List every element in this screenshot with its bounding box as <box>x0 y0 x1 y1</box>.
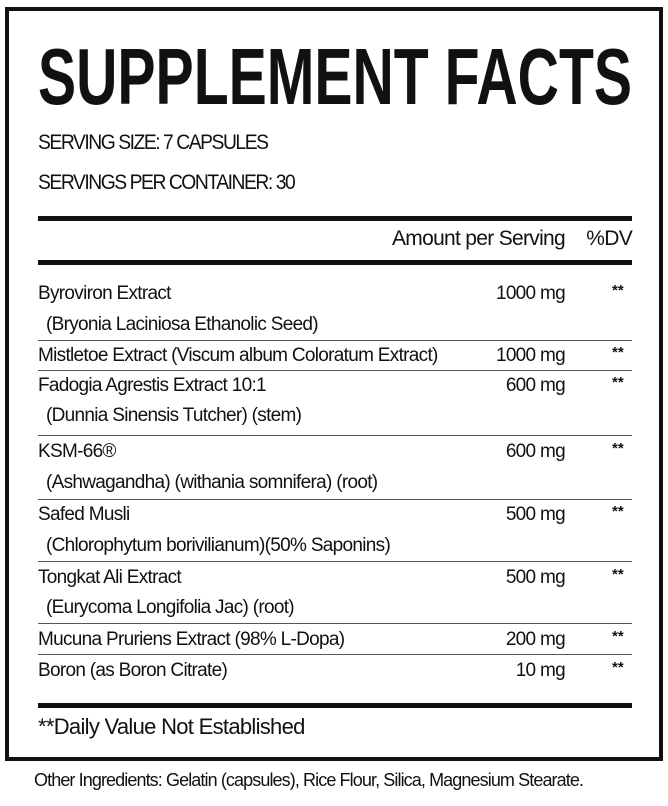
ingredient-amount: 1000 mg <box>495 345 565 366</box>
ingredient-sub: (Ashwagandha) (withania somnifera) (root) <box>46 472 378 493</box>
ingredient-amount: 600 mg <box>505 375 565 396</box>
ingredient-amount: 500 mg <box>505 567 565 588</box>
ingredient-sub: (Dunnia Sinensis Tutcher) (stem) <box>46 405 302 426</box>
row-divider <box>38 561 632 562</box>
ingredient-dv: ** <box>612 282 624 299</box>
ingredient-sub: (Eurycoma Longifolia Jac) (root) <box>46 597 294 618</box>
ingredient-name: Fadogia Agrestis Extract 10:1 <box>38 375 266 396</box>
ingredient-dv: ** <box>612 628 624 645</box>
ingredient-dv: ** <box>612 659 624 676</box>
ingredient-amount: 500 mg <box>505 504 565 525</box>
ingredient-sub: (Bryonia Laciniosa Ethanolic Seed) <box>46 314 318 335</box>
row-divider <box>38 499 632 500</box>
ingredient-name: Mistletoe Extract (Viscum album Coloratum Extract) <box>38 345 438 366</box>
divider-thick <box>38 216 632 221</box>
amount-header: Amount per Serving <box>392 227 565 250</box>
ingredient-amount: 600 mg <box>505 441 565 462</box>
ingredient-amount: 200 mg <box>505 629 565 650</box>
ingredient-dv: ** <box>612 566 624 583</box>
ingredient-name: Boron (as Boron Citrate) <box>38 660 228 681</box>
row-divider <box>38 435 632 436</box>
row-divider <box>38 340 632 341</box>
footnote: **Daily Value Not Established <box>38 714 305 739</box>
divider-thick <box>38 260 632 265</box>
ingredient-amount: 10 mg <box>515 660 565 681</box>
divider-thick <box>38 703 632 708</box>
ingredient-dv: ** <box>612 374 624 391</box>
ingredient-name: Mucuna Pruriens Extract (98% L-Dopa) <box>38 629 345 650</box>
ingredient-name: KSM-66® <box>38 441 116 462</box>
ingredient-name: Byroviron Extract <box>38 283 171 304</box>
other-ingredients: Other Ingredients: Gelatin (capsules), Rice Flour, Silica, Magnesium Stearate. <box>34 770 584 790</box>
dv-header: %DV <box>586 227 632 250</box>
servings-per-container: SERVINGS PER CONTAINER: 30 <box>38 171 295 194</box>
row-divider <box>38 623 632 624</box>
ingredient-amount: 1000 mg <box>495 283 565 304</box>
row-divider <box>38 370 632 371</box>
ingredient-dv: ** <box>612 440 624 457</box>
row-divider <box>38 654 632 655</box>
serving-size: SERVING SIZE: 7 CAPSULES <box>38 131 268 154</box>
ingredient-sub: (Chlorophytum borivilianum)(50% Saponins) <box>46 535 391 556</box>
title-svg <box>38 38 634 108</box>
ingredient-name: Tongkat Ali Extract <box>38 567 181 588</box>
ingredient-dv: ** <box>612 344 624 361</box>
ingredient-name: Safed Musli <box>38 504 130 525</box>
panel-title: SUPPLEMENT FACTS <box>38 38 632 108</box>
ingredient-dv: ** <box>612 503 624 520</box>
